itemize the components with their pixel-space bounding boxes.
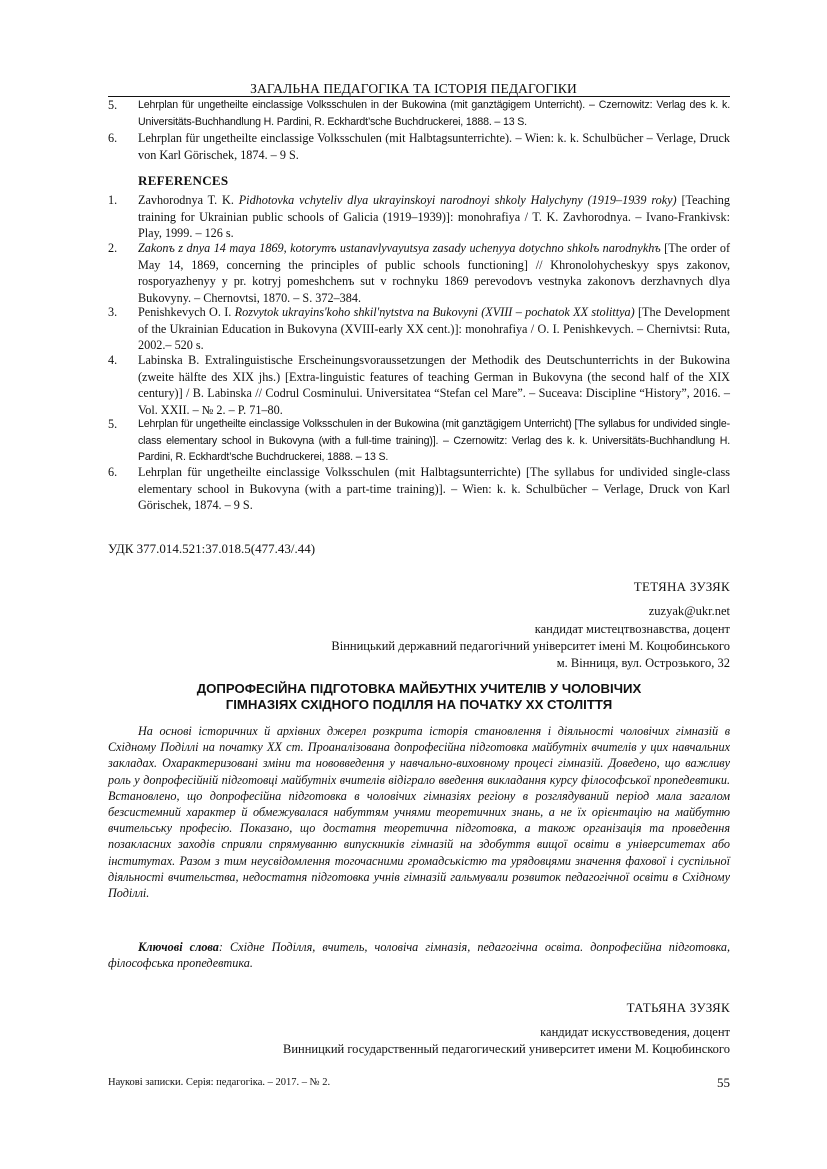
ref-number: 6. xyxy=(108,131,118,145)
ref-details: [The Development of the Ukrainian Education in Bukovyna (XVIII-early XX cent.)]: monohrafiya / O. I. Penishkevych. – Chernivtsi: Ruta, 2002.– 520 s. xyxy=(138,305,730,352)
ref-number: 3. xyxy=(108,305,118,319)
list-item xyxy=(108,97,730,130)
ref-title: Pidhotovka vchyteliv dlya ukrayinskoyi narodnoyi shkoly Halychyny (1919–1939 roky) xyxy=(238,193,677,207)
article-title-line: ДОПРОФЕСІЙНА ПІДГОТОВКА МАЙБУТНІХ УЧИТЕЛІВ У ЧОЛОВІЧИХ xyxy=(196,681,642,696)
list-item xyxy=(108,192,730,242)
list-item xyxy=(108,416,730,466)
article-title xyxy=(108,681,730,713)
ref-number: 5. xyxy=(108,417,118,431)
page-number: 55 xyxy=(717,1075,730,1090)
ref-number: 6. xyxy=(108,465,118,479)
author-degree-ru: кандидат искусствоведения, доцент xyxy=(540,1025,730,1039)
list-item xyxy=(108,304,730,354)
udk-code: УДК 377.014.521:37.018.5(477.43/.44) xyxy=(108,541,316,556)
ref-author: Zavhorodnya T. K. xyxy=(138,193,239,207)
author-degree-ua: кандидат мистецтвознавства, доцент xyxy=(534,622,730,636)
ref-number: 1. xyxy=(108,193,118,207)
ref-author: Lehrplan für ungetheilte einclassige Volksschulen in der Bukowina (mit ganztägigem Unterricht) [The syllabus for undivided single-class elementary school in Bukovyna (with a full-time training)]. – Czernowitz: Verlag des k. k. Universitäts-Buchhandlung H. Pardini, R. Eckhardt’sche Buchdruckerei, 1888. – 13 S. xyxy=(138,418,730,463)
author-university-ru: Винницкий государственный педагогический университет имени М. Коцюбинского xyxy=(283,1042,730,1056)
ref-number: 4. xyxy=(108,353,118,367)
ref-title: Zakonъ z dnya 14 maya 1869, kotorymъ ustanavlyvayutsya zasady uchenyya dotychno shkolъ narodnykhъ xyxy=(138,241,661,255)
author-university-ua: Вінницький державний педагогічний університет імені М. Коцюбинського xyxy=(331,639,730,653)
abstract: На основі історичних й архівних джерел розкрита історія становлення і діяльності чоловічих гімназій в Східному Поділлі на початку ХХ ст. Проаналізована допрофесійна підготовка майбутніх вчителів у цих навчальних закладах. Охарактеризовані зміни та нововведення у навчально-виховному процесі гімназій. Доведено, що важливу роль у допрофесійній підготовці майбутніх вчителів відіграло введення викладання курсу філософської пропедевтики. Встановлено, що допрофесійна підготовка в чоловічих гімназіях регіону в розглядуваний період мала загалом безсистемний характер й обмежувалася набуттям учнями теоретичних знань, а не їх орієнтацію на майбутню вчительську професію. Показано, що достатня теоретична підготовка, а також організація та проведення позакласних заходів сприяли спрямуванню випускників гімназій на здобуття вищої освіти в університетах або інститутах. Разом з тим неусвідомлення тогочасними громадськістю та урядовцями значення фахової і суспільної діяльності вчительства, недостатня підготовка учнів гімназій гальмували розвиток педагогічної освіти в Східному Поділлі. xyxy=(108,724,730,901)
author-name-ru: ТАТЬЯНА ЗУЗЯК xyxy=(626,1000,730,1015)
list-item xyxy=(108,130,730,163)
list-item xyxy=(108,240,730,306)
keywords-text: Східне Поділля, вчитель, чоловіча гімназія, педагогічна освіта. допрофесійна підготовка, філософська пропедевтика. xyxy=(108,940,730,971)
ref-text xyxy=(138,416,730,466)
ref-details: [Teaching training for Ukrainian public schools of Galicia (1919–1939)]: monohrafiya / T. K. Zavhorodnya. – Ivano-Frankivsk: Play, 1999. – 126 s. xyxy=(138,193,730,240)
ref-title: Rozvytok ukrayins'koho shkil'nytstva na Bukovyni (XVIII – pochatok XX stolittya) xyxy=(234,305,635,319)
list-item xyxy=(108,464,730,514)
ref-text xyxy=(138,464,730,514)
list-item xyxy=(108,352,730,418)
ref-text xyxy=(138,240,730,306)
ref-number: 2. xyxy=(108,241,118,255)
author-address: м. Вінниця, вул. Острозького, 32 xyxy=(556,656,730,670)
ref-text xyxy=(138,352,730,418)
ref-author: Penishkevych O. I. xyxy=(138,305,235,319)
ref-text xyxy=(138,192,730,242)
keywords-label: Ключові слова xyxy=(138,940,219,954)
article-title-line: ГІМНАЗІЯХ СХІДНОГО ПОДІЛЛЯ НА ПОЧАТКУ ХХ СТОЛІТТЯ xyxy=(225,697,613,712)
author-name-ua: ТЕТЯНА ЗУЗЯК xyxy=(633,579,730,594)
ref-text: Lehrplan für ungetheilte einclassige Volksschulen (mit Halbtagsunterrichte). – Wien: k. k. Schulbücher – Verlage, Druck von Karl Görischek, 1874. – 9 S. xyxy=(138,131,730,162)
running-header: ЗАГАЛЬНА ПЕДАГОГІКА ТА ІСТОРІЯ ПЕДАГОГІКИ xyxy=(250,81,577,96)
ref-text xyxy=(138,304,730,354)
author-email: zuzyak@ukr.net xyxy=(648,604,730,618)
journal-footer: Наукові записки. Серія: педагогіка. – 2017. – № 2. xyxy=(108,1077,331,1088)
ref-text: Lehrplan für ungetheilte einclassige Volksschulen in der Bukowina (mit ganztägigem Unterricht). – Czernowitz: Verlag des k. k. Universitäts-Buchhandlung H. Pardini, R. Eckhardt’sche Buchdruckerei, 1888. – 13 S. xyxy=(138,99,730,128)
ref-author: Lehrplan für ungetheilte einclassige Volksschulen (mit Halbtagsunterrichte) [The syllabus for undivided single-class elementary school in Bukovyna (with a part-time training)]. – Wien: k. k. Schulbücher – Verlage, Druck von Karl Görischek, 1874. – 9 S. xyxy=(138,465,730,512)
keywords: Ключові слова: Східне Поділля, вчитель, чоловіча гімназія, педагогічна освіта. допрофесійна підготовка, філософська пропедевтика. xyxy=(108,940,730,971)
ref-number: 5. xyxy=(108,98,118,112)
references-heading: REFERENCES xyxy=(138,173,229,188)
ref-details: [The order of May 14, 1869, concerning the principles of public schools functioning] // Khronolohycheskyy spys zakonov, rosporyazhenyy y pr. kotryj pomeshchenъ sut v rochnyku 1869 perevodovъ vestnyka zakonovъ derzhavnych dlya Bukovyny. – Chernovtsi, 1870. – S. 372–384. xyxy=(138,241,731,305)
ref-author: Labinska B. Extralinguistische Erscheinungsvoraussetzungen der Methodik des Deutschunterrichts in der Bukowina (zweite hälfte des XIX jhs.) [Extra-linguistic features of teaching German in Bukovyna (the second half of the XIX century)] / B. Labinska // Codrul Cosminului. Universitatea “Stefan cel Mare”. – Suceava: Discipline “History”, 2016. – Vol. XXII. – № 2. – P. 71–80. xyxy=(138,353,730,417)
